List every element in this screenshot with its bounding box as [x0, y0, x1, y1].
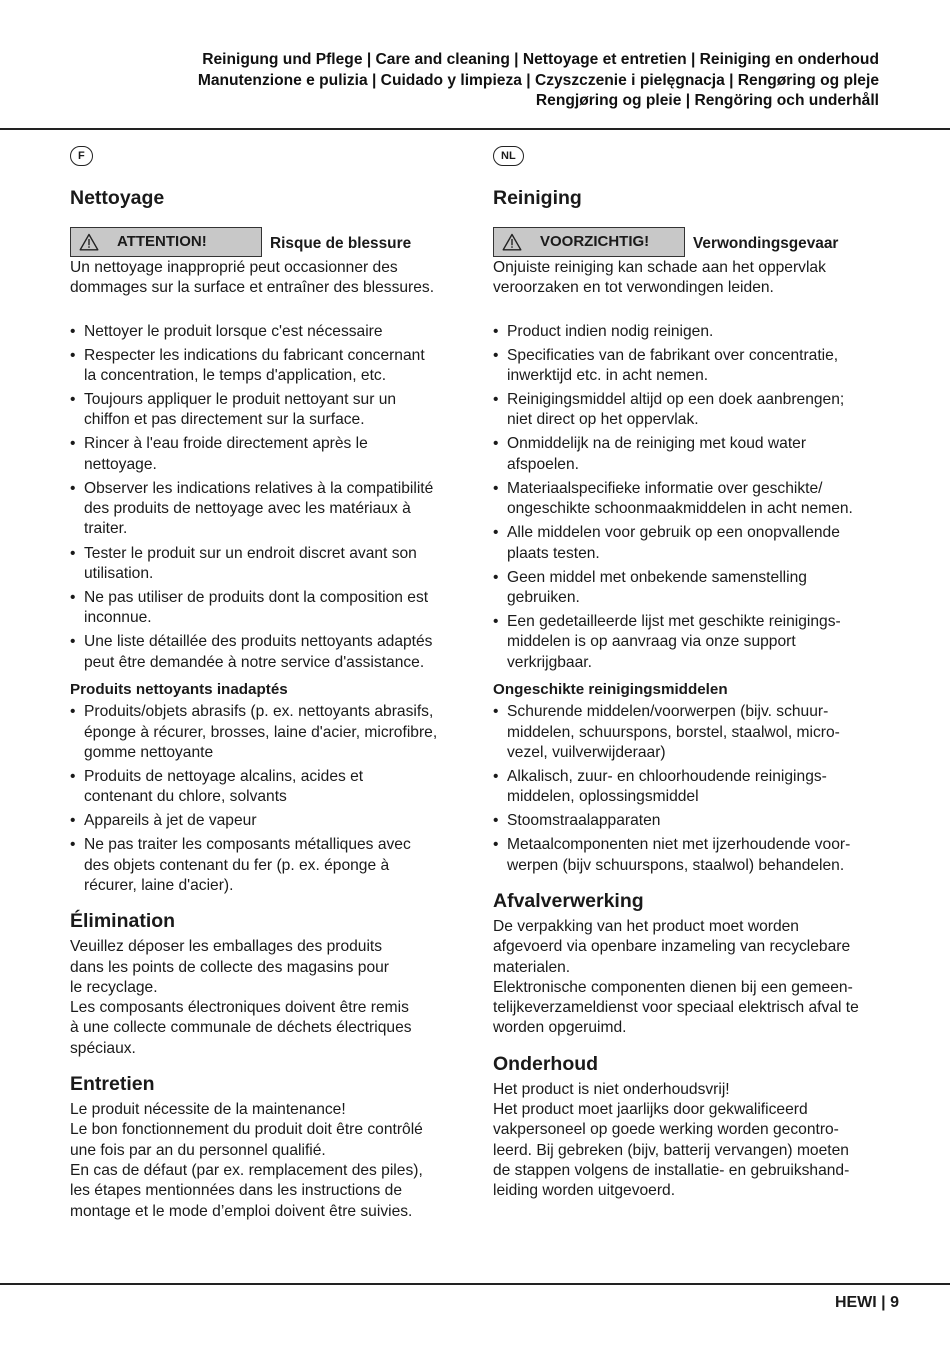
list-item-line: Materiaalspecifieke informatie over geschikte/ [507, 479, 823, 497]
text-line: dommages sur la surface et entraîner des blessures. [70, 279, 435, 297]
list-item-line: Reinigingsmiddel altijd op een doek aanbrengen; [507, 391, 845, 409]
instruction-item [70, 479, 462, 540]
list-item-line: Ne pas utiliser de produits dont la composition est [84, 588, 429, 606]
text-line: Le bon fonctionnement du produit doit être contrôlé [70, 1121, 423, 1139]
list-item-line: ongeschikte schoonmaakmiddelen in acht nemen. [507, 500, 853, 518]
warning-subtitle: Risque de blessure [270, 234, 412, 252]
bullet-dot: • [493, 613, 499, 631]
list-item-line: gebruiken. [507, 588, 580, 606]
section-title: Reiniging [493, 187, 582, 209]
language-badge: NL [493, 146, 524, 166]
list-item-line: Geen middel met onbekende samenstelling [507, 568, 807, 586]
instruction-item [70, 322, 462, 342]
unsuitable-item-list [493, 702, 885, 876]
list-item-line: Alle middelen voor gebruik op een onopvallende [507, 524, 840, 542]
text-line: leiding worden uitgevoerd. [493, 1182, 676, 1200]
list-item-line: Schurende middelen/voorwerpen (bijv. schuur- [507, 703, 829, 721]
bullet-dot: • [493, 767, 499, 785]
header-line: Manutenzione e pulizia | Cuidado y limpieza | Czyszczenie i pielęgnacja | Rengøring og pleje [197, 71, 879, 89]
list-item-line: Respecter les indications du fabricant concernant [84, 346, 425, 364]
text-line: veroorzaken en tot verwondingen leiden. [493, 279, 774, 297]
list-item-line: contenant du chlore, solvants [84, 788, 287, 806]
list-item-line: verkrijgbaar. [507, 653, 592, 671]
bullet-dot: • [70, 435, 76, 453]
instruction-item [493, 390, 885, 431]
page-footer: HEWI | 9 [834, 1294, 899, 1311]
bullet-dot: • [493, 836, 499, 854]
bullet-dot: • [493, 435, 499, 453]
bullet-dot: • [493, 568, 499, 586]
list-item-line: gomme nettoyante [84, 743, 214, 761]
bullet-dot: • [493, 479, 499, 497]
section-title: Nettoyage [70, 187, 165, 209]
list-item-line: Produits/objets abrasifs (p. ex. nettoyants abrasifs, [84, 703, 434, 721]
text-line: à une collecte communale de déchets électriques [70, 1019, 412, 1037]
disposal-text [493, 917, 885, 1039]
list-item-line: des produits de nettoyage avec les matériaux à [84, 500, 411, 518]
warning-text [70, 258, 462, 299]
text-line: une fois par an du personnel qualifié. [70, 1141, 326, 1159]
list-item-line: Nettoyer le produit lorsque c'est nécessaire [84, 322, 383, 340]
list-item-line: Toujours appliquer le produit nettoyant sur un [84, 391, 397, 409]
list-item-line: Rincer à l'eau froide directement après le [84, 435, 368, 453]
list-item-line: Tester le produit sur un endroit discret avant son [84, 544, 417, 562]
instruction-item [70, 390, 462, 431]
bullet-dot: • [493, 391, 499, 409]
warning-subtitle: Verwondingsgevaar [693, 234, 839, 252]
text-line: les étapes mentionnées dans les instructions de [70, 1182, 402, 1200]
instruction-item [70, 544, 462, 585]
disposal-title: Afvalverwerking [493, 889, 644, 912]
bullet-dot: • [493, 812, 499, 830]
list-item-line: afspoelen. [507, 455, 579, 473]
list-item-line: middelen is op aanvraag via onze support [507, 633, 796, 651]
text-line: Het product moet jaarlijks door gekwalificeerd [493, 1101, 808, 1119]
unsuitable-heading: Produits nettoyants inadaptés [70, 680, 288, 698]
warning-row [70, 227, 462, 257]
text-line: worden opgeruimd. [493, 1019, 627, 1037]
unsuitable-item-list [70, 702, 462, 896]
maintenance-text [493, 1080, 885, 1202]
bullet-dot: • [493, 524, 499, 542]
list-item-line: récurer, laine d'acier). [84, 876, 234, 894]
list-item-line: Onmiddelijk na de reiniging met koud water [507, 435, 807, 453]
list-item-line: des objets contenant du fer (p. ex. éponge à [84, 856, 390, 874]
list-item-line: niet direct op het oppervlak. [507, 411, 699, 429]
text-line: montage et le mode d’emploi doivent être suivies. [70, 1202, 413, 1220]
warning-label: ATTENTION! [117, 232, 207, 250]
instruction-item [493, 568, 885, 609]
unsuitable-item [70, 702, 462, 763]
warning-text [493, 258, 885, 299]
unsuitable-item [70, 767, 462, 808]
bullet-dot: • [70, 633, 76, 651]
text-line: Un nettoyage inapproprié peut occasionner des [70, 259, 398, 276]
list-item-line: peut être demandée à notre service d'assistance. [84, 653, 425, 671]
text-line: de stappen volgens de installatie- en gebruikshand- [493, 1161, 850, 1179]
instruction-item [70, 346, 462, 387]
bullet-dot: • [70, 767, 76, 785]
instruction-item [70, 588, 462, 629]
list-item-line: Appareils à jet de vapeur [84, 812, 257, 830]
instruction-item-list [70, 322, 462, 673]
warning-row [493, 227, 885, 257]
list-item-line: plaats testen. [507, 544, 600, 562]
list-item-line: éponge à récurer, brosses, laine d'acier, microfibre, [84, 723, 438, 741]
bullet-dot: • [70, 346, 76, 364]
instruction-item [70, 434, 462, 475]
instruction-item [493, 322, 885, 342]
text-line: En cas de défaut (par ex. remplacement des piles), [70, 1161, 423, 1179]
text-line: le recyclage. [70, 978, 158, 996]
list-item-line: Product indien nodig reinigen. [507, 322, 714, 340]
text-line: dans les points de collecte des magasins pour [70, 958, 389, 976]
bullet-dot: • [493, 703, 499, 721]
list-item-line: la concentration, le temps d'application, etc. [84, 366, 387, 384]
text-line: afgevoerd via openbare inzameling van recyclebare [493, 938, 851, 956]
warning-label: VOORZICHTIG! [540, 232, 650, 250]
column-dutch [493, 145, 885, 1202]
unsuitable-item [70, 835, 462, 896]
unsuitable-item [493, 767, 885, 808]
list-item-line: traiter. [84, 520, 128, 538]
bullet-dot: • [70, 544, 76, 562]
maintenance-text [70, 1100, 462, 1222]
text-line: Les composants électroniques doivent être remis [70, 999, 409, 1017]
warning-box [70, 227, 262, 257]
list-item-line: Specificaties van de fabrikant over concentratie, [507, 346, 839, 364]
warning-triangle-icon [502, 233, 522, 251]
text-line: Onjuiste reiniging kan schade aan het oppervlak [493, 259, 826, 276]
bullet-dot: • [70, 479, 76, 497]
header-divider [0, 128, 950, 130]
text-line: spéciaux. [70, 1039, 136, 1057]
bullet-dot: • [70, 703, 76, 721]
list-item-line: middelen, schuurspons, borstel, staalwol, micro- [507, 723, 840, 741]
list-item-line: middelen, oplossingsmiddel [507, 788, 699, 806]
text-line: Le produit nécessite de la maintenance! [70, 1101, 346, 1119]
list-item-line: Stoomstraalapparaten [507, 812, 661, 830]
list-item-line: werpen (bijv schuurspons, staalwol) behandelen. [507, 856, 845, 874]
warning-box [493, 227, 685, 257]
language-badge: F [70, 146, 93, 166]
text-line: Veuillez déposer les emballages des produits [70, 938, 383, 956]
list-item-line: Produits de nettoyage alcalins, acides et [84, 767, 364, 785]
instruction-item [493, 434, 885, 475]
text-line: leerd. Bij gebreken (bijv, batterij vervangen) moeten [493, 1141, 849, 1159]
disposal-title: Élimination [70, 910, 176, 933]
instruction-item [493, 523, 885, 564]
footer-divider [0, 1283, 950, 1285]
list-item-line: inwerktijd etc. in acht nemen. [507, 366, 709, 384]
header-line: Reinigung und Pflege | Care and cleaning | Nettoyage et entretien | Reiniging en onderhoud [202, 51, 879, 68]
text-line: materialen. [493, 958, 571, 976]
list-item-line: Metaalcomponenten niet met ijzerhoudende voor- [507, 836, 851, 854]
unsuitable-item [493, 702, 885, 763]
bullet-dot: • [493, 322, 499, 340]
list-item-line: utilisation. [84, 564, 154, 582]
maintenance-title: Entretien [70, 1073, 155, 1096]
list-item-line: Observer les indications relatives à la compatibilité [84, 479, 434, 497]
list-item-line: chiffon et pas directement sur la surface. [84, 411, 365, 429]
bullet-dot: • [70, 836, 76, 854]
maintenance-title: Onderhoud [493, 1052, 599, 1075]
text-line: De verpakking van het product moet worden [493, 917, 799, 935]
page-header [39, 50, 879, 112]
instruction-item [493, 346, 885, 387]
header-line: Rengjøring og pleie | Rengöring och underhåll [535, 92, 879, 109]
unsuitable-item [493, 835, 885, 876]
disposal-text [70, 937, 462, 1059]
text-line: telijkeverzameldienst voor speciaal elektrisch afval te [493, 999, 859, 1017]
text-line: Het product is niet onderhoudsvrij! [493, 1080, 730, 1098]
instruction-item-list [493, 322, 885, 673]
list-item-line: Alkalisch, zuur- en chloorhoudende reinigings- [507, 767, 827, 785]
bullet-dot: • [70, 391, 76, 409]
list-item-line: Ne pas traiter les composants métalliques avec [84, 836, 411, 854]
instruction-item [493, 479, 885, 520]
unsuitable-item [493, 811, 885, 831]
list-item-line: vezel, vuilverwijderaar) [507, 743, 666, 761]
warning-triangle-icon [79, 233, 99, 251]
bullet-dot: • [70, 812, 76, 830]
bullet-dot: • [70, 322, 76, 340]
instruction-item [70, 632, 462, 673]
text-line: vakpersoneel op goede werking worden gecontro- [493, 1121, 839, 1139]
list-item-line: Een gedetailleerde lijst met geschikte reinigings- [507, 613, 841, 631]
list-item-line: nettoyage. [84, 455, 157, 473]
text-line: Elektronische componenten dienen bij een gemeen- [493, 978, 853, 996]
bullet-dot: • [493, 346, 499, 364]
instruction-item [493, 612, 885, 673]
list-item-line: inconnue. [84, 609, 152, 627]
unsuitable-heading: Ongeschikte reinigingsmiddelen [493, 680, 728, 698]
column-french [70, 145, 462, 1222]
unsuitable-item [70, 811, 462, 831]
list-item-line: Une liste détaillée des produits nettoyants adaptés [84, 633, 433, 651]
bullet-dot: • [70, 588, 76, 606]
